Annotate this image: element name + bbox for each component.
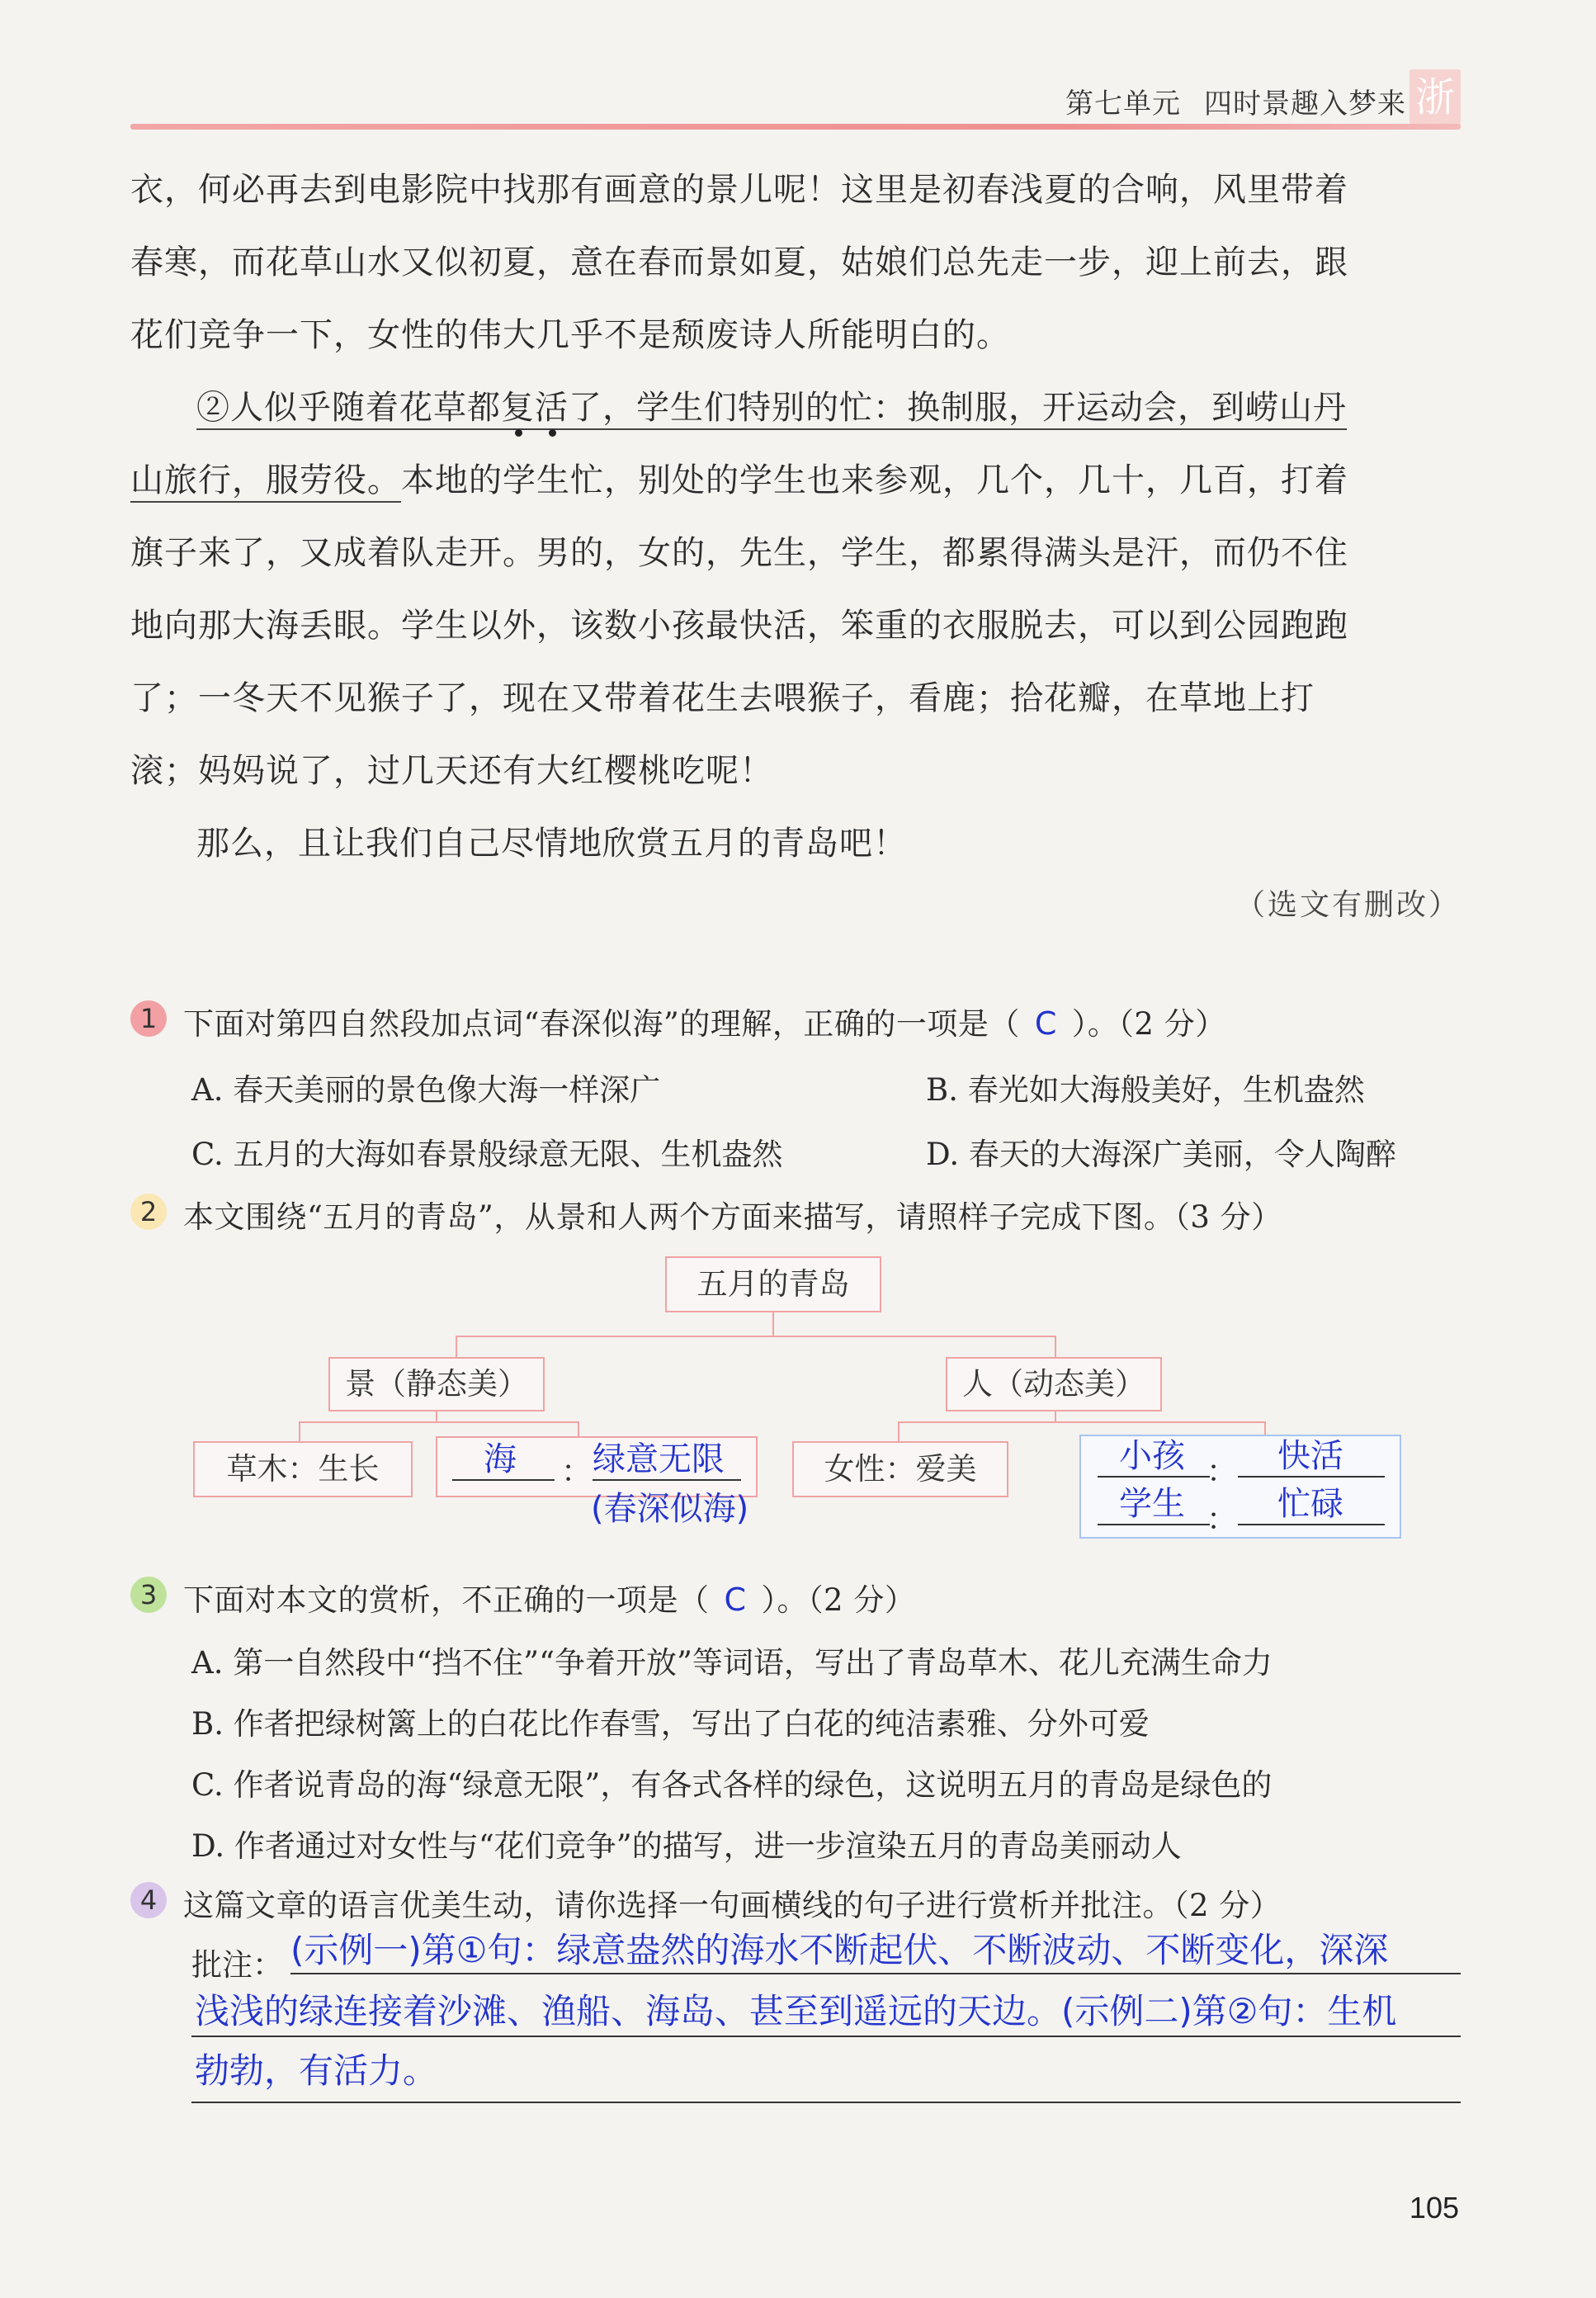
handwritten-answer: 绿意无限 — [593, 1440, 725, 1478]
text-line: 旗子来了，又成着队走开。男的，女的，先生，学生，都累得满头是汗，而仍不住 — [130, 534, 1348, 572]
connector — [299, 1421, 300, 1443]
question-1-text: 下面对第四自然段加点词“春深似海”的理解，正确的一项是（ C ）。（2 分） — [183, 1005, 1226, 1042]
handwritten-answer-line: 勃勃，有活力。 — [195, 2050, 438, 2091]
diagram-leaf-plants: 草木：生长 — [193, 1441, 413, 1497]
option-d: D. 作者通过对女性与“花们竞争”的描写，进一步渲染五月的青岛美丽动人 — [191, 1828, 1182, 1864]
handwritten-answer: 快活 — [1277, 1437, 1343, 1475]
question-4-text: 这篇文章的语言优美生动，请你选择一句画横线的句子进行赏析并批注。（2 分） — [183, 1888, 1282, 1923]
diagram-node-scenery: 景（静态美） — [328, 1357, 545, 1411]
question-number-badge: 4 — [130, 1882, 167, 1918]
answer-rule — [191, 2102, 1461, 2103]
question-3-text: 下面对本文的赏析，不正确的一项是（ C ）。（2 分） — [183, 1582, 916, 1618]
handwritten-answer: (春深似海) — [591, 1490, 749, 1528]
header-rule — [130, 124, 1461, 130]
option-c: C. 五月的大海如春景般绿意无限、生机盎然 — [191, 1137, 783, 1172]
option-b: B. 作者把绿树篱上的白花比作春雪，写出了白花的纯洁素雅、分外可爱 — [191, 1706, 1150, 1742]
handwritten-answer: C — [724, 1582, 747, 1618]
handwritten-answer: 忙碌 — [1277, 1485, 1343, 1523]
text-line — [130, 371, 1461, 444]
emphasis-dot-char: 复 — [501, 389, 535, 427]
emphasis-dot-char: 活 — [535, 389, 569, 427]
option-a: A. 春天美丽的景色像大海一样深广 — [191, 1072, 661, 1108]
page-number: 105 — [1409, 2191, 1459, 2225]
handwritten-answer: 学生 — [1119, 1485, 1185, 1523]
paragraph-1 — [130, 154, 1461, 371]
option-b: B. 春光如大海般美好，生机盎然 — [926, 1072, 1365, 1108]
text-line: 山旅行，服劳役。本地的学生忙，别处的学生也来参观，几个，几十，几百，打着 — [130, 444, 1461, 517]
source-note: （选文有删改） — [1235, 888, 1461, 922]
option-d: D. 春天的大海深广美丽，令人陶醉 — [926, 1137, 1396, 1172]
colon: ： — [1206, 1454, 1237, 1489]
connector — [299, 1421, 579, 1423]
handwritten-answer-line: 浅浅的绿连接着沙滩、渔船、海岛、甚至到遥远的天边。(示例二)第②句：生机 — [195, 1991, 1397, 2031]
text-line: 滚；妈妈说了，过几天还有大红樱桃吃呢！ — [130, 752, 773, 790]
province-mark: 浙 — [1409, 69, 1461, 125]
underlined-sentence: ②人似乎随着花草都复活了，学生们特别的忙：换制服，开运动会，到崂山丹 — [196, 389, 1347, 430]
answer-rule — [191, 2036, 1461, 2037]
question-2-text: 本文围绕“五月的青岛”，从景和人两个方面来描写，请照样子完成下图。（3 分） — [183, 1199, 1282, 1235]
text-line: 了；一冬天不见猴子了，现在又带着花生去喂猴子，看鹿；拾花瓣，在草地上打 — [130, 679, 1315, 717]
connector — [772, 1312, 774, 1337]
connector — [456, 1336, 457, 1359]
question-number-badge: 1 — [130, 1000, 167, 1037]
text-line: 衣，何必再去到电影院中找那有画意的景儿呢！这里是初春浅夏的合响，风里带着 — [130, 171, 1348, 209]
option-a: A. 第一自然段中“挡不住”“争着开放”等词语，写出了青岛草木、花儿充满生命力 — [191, 1645, 1273, 1681]
colon: ： — [561, 1454, 592, 1489]
colon: ： — [1206, 1501, 1237, 1537]
closing-sentence: 那么，且让我们自己尽情地欣赏五月的青岛吧！ — [196, 825, 907, 863]
connector — [1055, 1336, 1056, 1359]
question-number-badge: 2 — [130, 1194, 167, 1230]
diagram-leaf-women: 女性：爱美 — [792, 1441, 1008, 1497]
handwritten-answer: 小孩 — [1119, 1437, 1185, 1475]
connector — [898, 1421, 900, 1443]
text-line: 春寒，而花草山水又似初夏，意在春而景如夏，姑娘们总先走一步，迎上前去，跟 — [130, 244, 1348, 281]
paragraph-2 — [130, 371, 1461, 807]
unit-label: 第七单元 — [1065, 87, 1181, 121]
text-line: 地向那大海丢眼。学生以外，该数小孩最快活，笨重的衣服脱去，可以到公园跑跑 — [130, 607, 1348, 645]
header-title — [1065, 81, 1406, 121]
handwritten-answer: 海 — [484, 1440, 517, 1478]
handwritten-answer-line: (示例一)第①句：绿意盎然的海水不断起伏、不断波动、不断变化，深深 — [290, 1930, 1389, 1970]
text-line: 花们竞争一下，女性的伟大几乎不是颓废诗人所能明白的。 — [130, 316, 1010, 354]
connector — [898, 1421, 1266, 1423]
annotation-label: 批注： — [191, 1947, 283, 1983]
diagram-node-people: 人（动态美） — [946, 1357, 1162, 1411]
unit-title: 四时景趣入梦来 — [1204, 87, 1406, 121]
connector — [456, 1336, 1056, 1337]
underlined-sentence-end: 山旅行，服劳役。 — [130, 461, 401, 503]
question-number-badge: 3 — [130, 1577, 167, 1613]
paragraph-3 — [130, 807, 1461, 880]
option-c: C. 作者说青岛的海“绿意无限”，有各式各样的绿色，这说明五月的青岛是绿色的 — [191, 1767, 1273, 1803]
answer-rule — [290, 1973, 1461, 1974]
handwritten-answer: C — [1034, 1005, 1057, 1042]
diagram-root: 五月的青岛 — [665, 1256, 881, 1312]
